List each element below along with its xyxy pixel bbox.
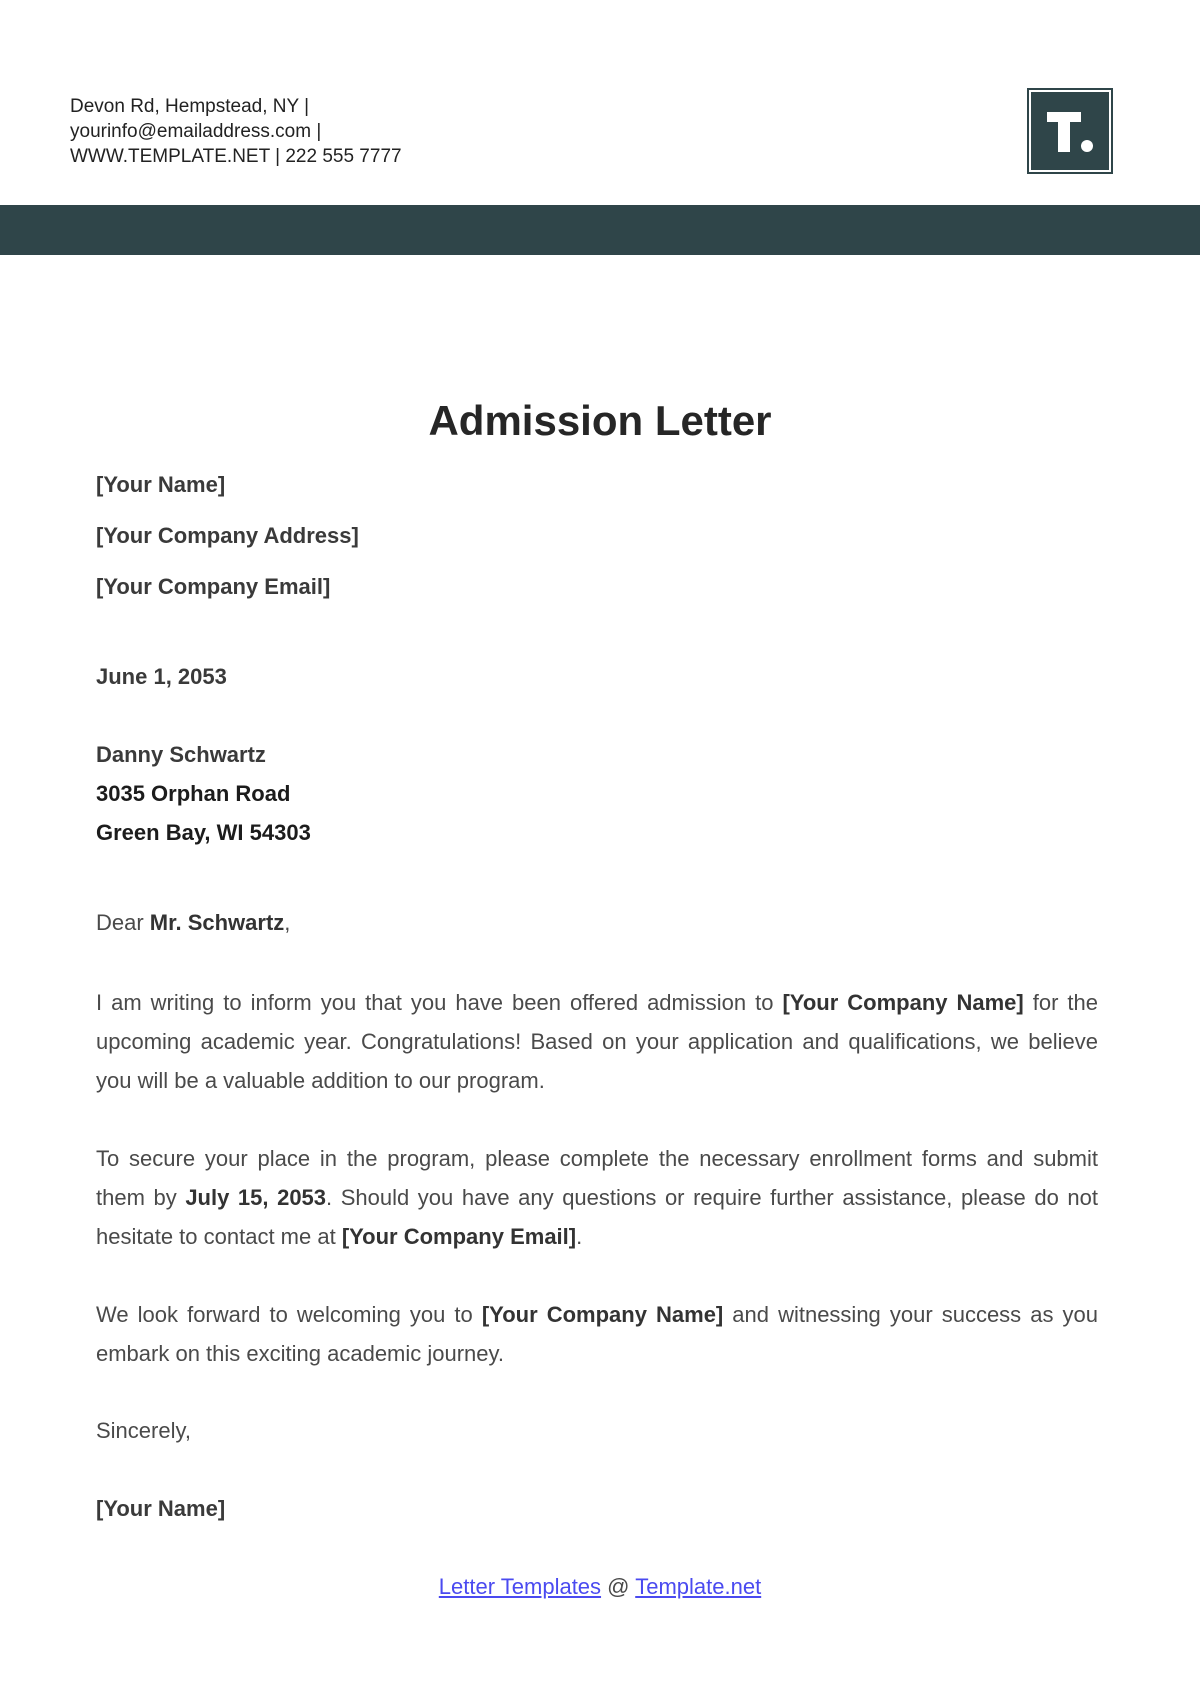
signature-name: [Your Name] bbox=[96, 1496, 226, 1521]
contact-website-phone: WWW.TEMPLATE.NET | 222 555 7777 bbox=[70, 146, 402, 167]
paragraph-welcome bbox=[96, 1295, 1098, 1373]
paragraph-admission bbox=[96, 983, 1098, 1100]
paragraph-text: To secure your place in the program, please complete the necessary enrollment forms and submit them by bbox=[96, 1146, 1098, 1210]
paragraph-text: . Should you have any questions or require further assistance, please do not hesitate to contact me at bbox=[96, 1185, 1098, 1249]
paragraph-text: . bbox=[576, 1224, 583, 1249]
salutation-name: Mr. Schwartz bbox=[149, 910, 285, 935]
template-net-link[interactable]: Template.net bbox=[635, 1574, 762, 1599]
logo-t-glyph bbox=[1031, 92, 1109, 170]
sender-email: [Your Company Email] bbox=[96, 574, 331, 599]
company-name-placeholder: [Your Company Name] bbox=[782, 990, 1024, 1015]
salutation-suffix: , bbox=[284, 910, 291, 935]
recipient-street: 3035 Orphan Road bbox=[96, 781, 291, 806]
paragraph-enrollment bbox=[96, 1139, 1098, 1256]
contact-address: Devon Rd, Hempstead, NY | bbox=[70, 96, 310, 117]
paragraph-text: I am writing to inform you that you have been offered admission to bbox=[96, 990, 783, 1015]
salutation-prefix: Dear bbox=[96, 910, 150, 935]
header-band bbox=[0, 205, 1200, 255]
letter-date: June 1, 2053 bbox=[96, 664, 227, 689]
company-name-placeholder: [Your Company Name] bbox=[481, 1302, 724, 1327]
paragraph-text: for the upcoming academic year. Congratulations! Based on your application and qualifications, we believe you will be a valuable addition to our program. bbox=[96, 990, 1099, 1093]
letter-templates-link[interactable]: Letter Templates bbox=[438, 1574, 602, 1599]
paragraph-text: We look forward to welcoming you to bbox=[96, 1302, 482, 1327]
contact-email: yourinfo@emailaddress.com | bbox=[70, 121, 322, 142]
paragraph-text: and witnessing your success as you embark on this exciting academic journey. bbox=[96, 1302, 1099, 1366]
recipient-name: Danny Schwartz bbox=[96, 742, 266, 767]
company-email-placeholder: [Your Company Email] bbox=[341, 1224, 577, 1249]
sender-name: [Your Name] bbox=[96, 472, 226, 497]
closing: Sincerely, bbox=[96, 1418, 191, 1443]
template-logo-icon bbox=[1027, 88, 1113, 174]
recipient-city: Green Bay, WI 54303 bbox=[96, 820, 311, 845]
salutation bbox=[96, 909, 290, 937]
footer bbox=[0, 1572, 1200, 1602]
page-title: Admission Letter bbox=[428, 397, 772, 444]
deadline-date: July 15, 2053 bbox=[185, 1185, 327, 1210]
sender-address: [Your Company Address] bbox=[96, 523, 359, 548]
footer-separator: @ bbox=[601, 1574, 636, 1599]
header-contact bbox=[70, 94, 402, 169]
